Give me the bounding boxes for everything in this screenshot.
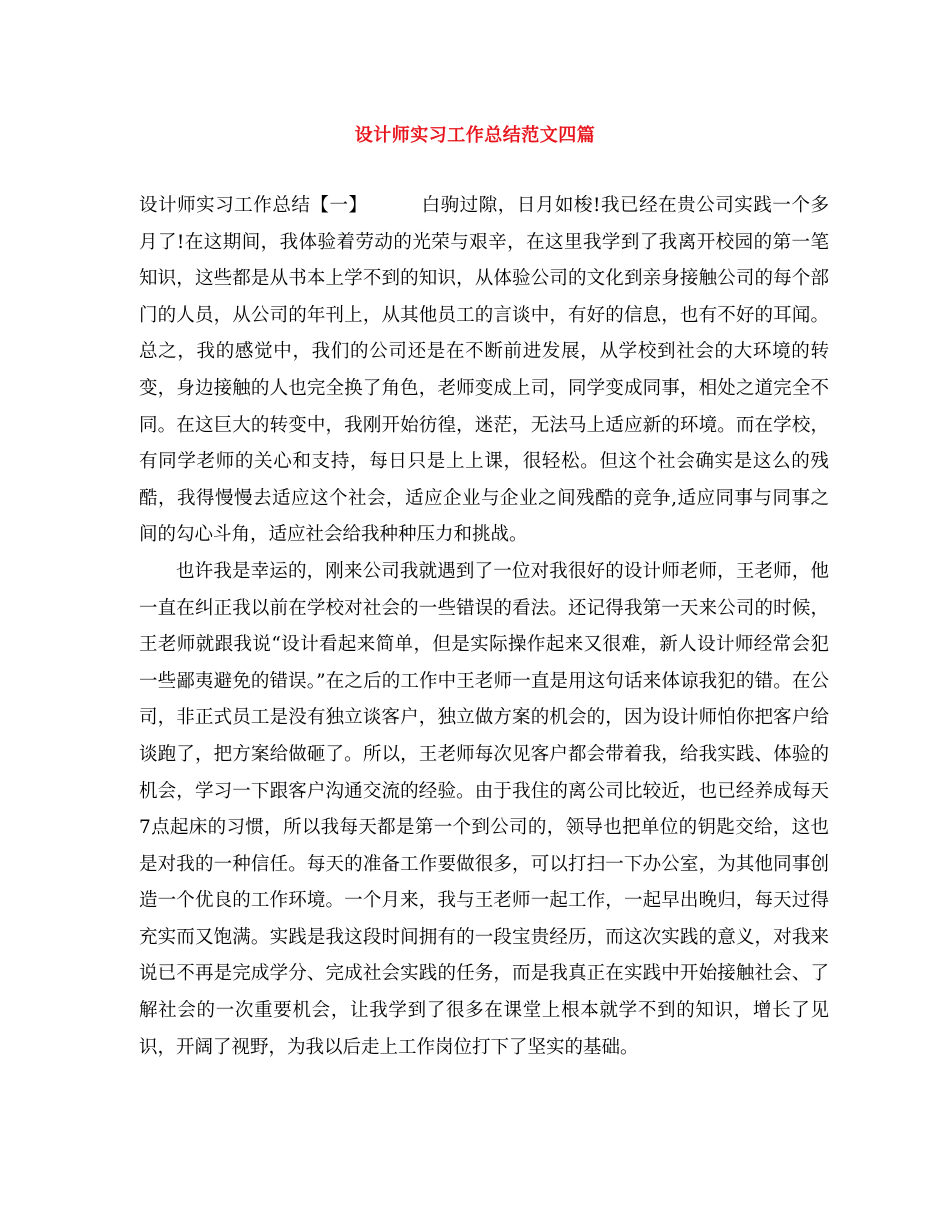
section-heading: 设计师实习工作总结【一】: [139, 195, 368, 216]
paragraph-1-text: 白驹过隙，日月如梭!我已经在贵公司实践一个多月了!在这期间，我体验着劳动的光荣与艰辛，在这里我学到了我离开校园的第一笔知识，这些都是从书本上学不到的知识，从体验公司的文化到亲身接触公司的每个部门的人员，从公司的年刊上，从其他员工的言谈中，有好的信息，也有不好的耳闻。总之，我的感觉中，我们的公司还是在不断前进发展，从学校到社会的大环境的转变，身边接触的人也完全换了角色，老师变成上司，同学变成同事，相处之道完全不同。在这巨大的转变中，我刚开始彷徨，迷茫，无法马上适应新的环境。而在学校，有同学老师的关心和支持，每日只是上上课，很轻松。但这个社会确实是这么的残酷，我得慢慢去适应这个社会，适应企业与企业之间残酷的竞争,适应同事与同事之间的勾心斗角，适应社会给我种种压力和挑战。: [139, 195, 829, 546]
paragraph-1: [139, 188, 829, 554]
paragraph-2: [139, 554, 829, 1066]
document-title: 设计师实习工作总结范文四篇: [354, 125, 596, 146]
document-body: [139, 188, 829, 1066]
paragraph-2-text: 也许我是幸运的，刚来公司我就遇到了一位对我很好的设计师老师，王老师，他一直在纠正我以前在学校对社会的一些错误的看法。还记得我第一天来公司的时候，王老师就跟我说“设计看起来简单，但是实际操作起来又很难，新人设计师经常会犯一些鄙夷避免的错误。”在之后的工作中王老师一直是用这句话来体谅我犯的错。在公司，非正式员工是没有独立谈客户，独立做方案的机会的，因为设计师怕你把客户给谈跑了，把方案给做砸了。所以，王老师每次见客户都会带着我，给我实践、体验的机会，学习一下跟客户沟通交流的经验。由于我住的离公司比较近，也已经养成每天7点起床的习惯，所以我每天都是第一个到公司的，领导也把单位的钥匙交给，这也是对我的一种信任。每天的准备工作要做很多，可以打扫一下办公室，为其他同事创造一个优良的工作环境。一个月来，我与王老师一起工作，一起早出晚归，每天过得充实而又饱满。实践是我这段时间拥有的一段宝贵经历，而这次实践的意义，对我来说已不再是完成学分、完成社会实践的任务，而是我真正在实践中开始接触社会、了解社会的一次重要机会，让我学到了很多在课堂上根本就学不到的知识，增长了见识，开阔了视野，为我以后走上工作岗位打下了坚实的基础。: [139, 560, 829, 1058]
